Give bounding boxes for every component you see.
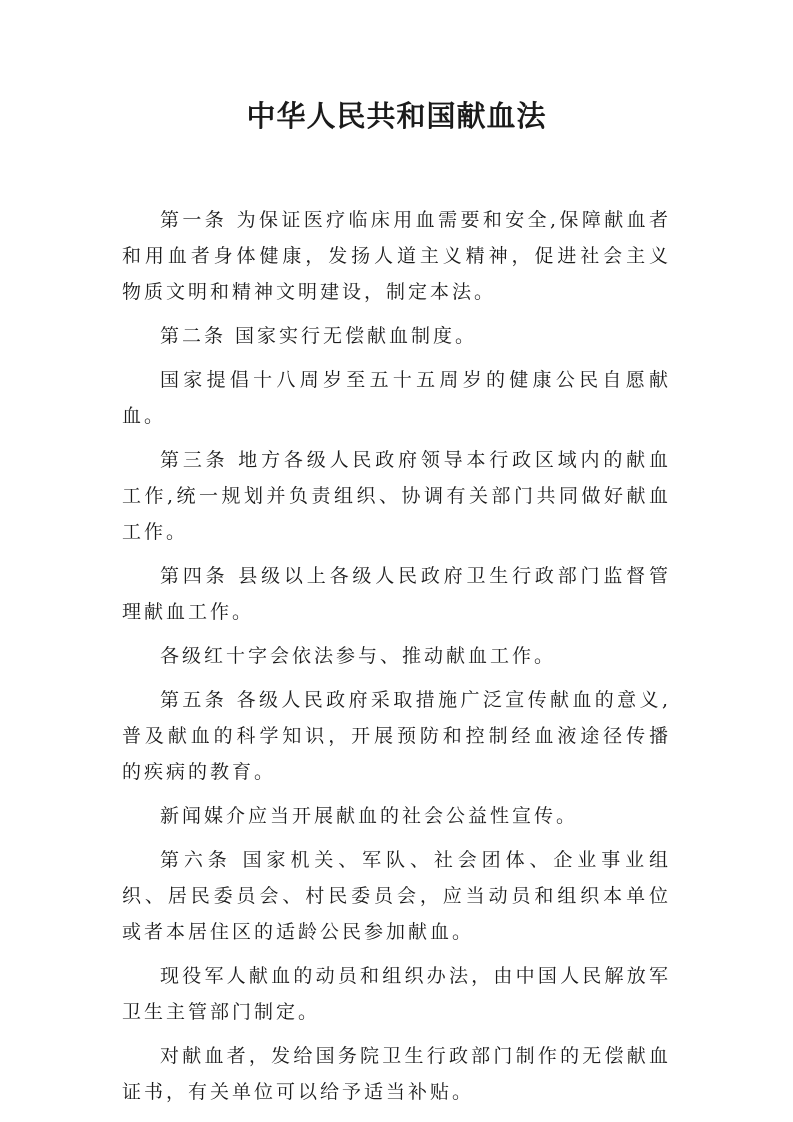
paragraph-10: 现役军人献血的动员和组织办法，由中国人民解放军卫生主管部门制定。 [122, 965, 671, 1023]
paragraph-9: 第六条 国家机关、军队、社会团体、企业事业组织、居民委员会、村民委员会，应当动员和组织本单位或者本居住区的适龄公民参加献血。 [122, 849, 671, 943]
paragraph-1: 第一条 为保证医疗临床用血需要和安全,保障献血者和用血者身体健康，发扬人道主义精神，促进社会主义物质文明和精神文明建设，制定本法。 [122, 209, 671, 303]
paragraph-3: 国家提倡十八周岁至五十五周岁的健康公民自愿献血。 [122, 369, 671, 427]
paragraph-11: 对献血者，发给国务院卫生行政部门制作的无偿献血证书，有关单位可以给予适当补贴。 [122, 1045, 671, 1103]
document-body [122, 202, 671, 1110]
paragraph-8: 新闻媒介应当开展献血的社会公益性宣传。 [160, 805, 579, 827]
document-title: 中华人民共和国献血法 [246, 99, 547, 133]
paragraph-2: 第二条 国家实行无偿献血制度。 [160, 325, 478, 347]
paragraph-6: 各级红十字会依法参与、推动献血工作。 [160, 645, 557, 667]
paragraph-7: 第五条 各级人民政府采取措施广泛宣传献血的意义,普及献血的科学知识，开展预防和控制经血液途径传播的疾病的教育。 [122, 689, 671, 783]
paragraph-5: 第四条 县级以上各级人民政府卫生行政部门监督管理献血工作。 [122, 565, 671, 623]
paragraph-4: 第三条 地方各级人民政府领导本行政区域内的献血工作,统一规划并负责组织、协调有关部门共同做好献血工作。 [122, 449, 671, 543]
